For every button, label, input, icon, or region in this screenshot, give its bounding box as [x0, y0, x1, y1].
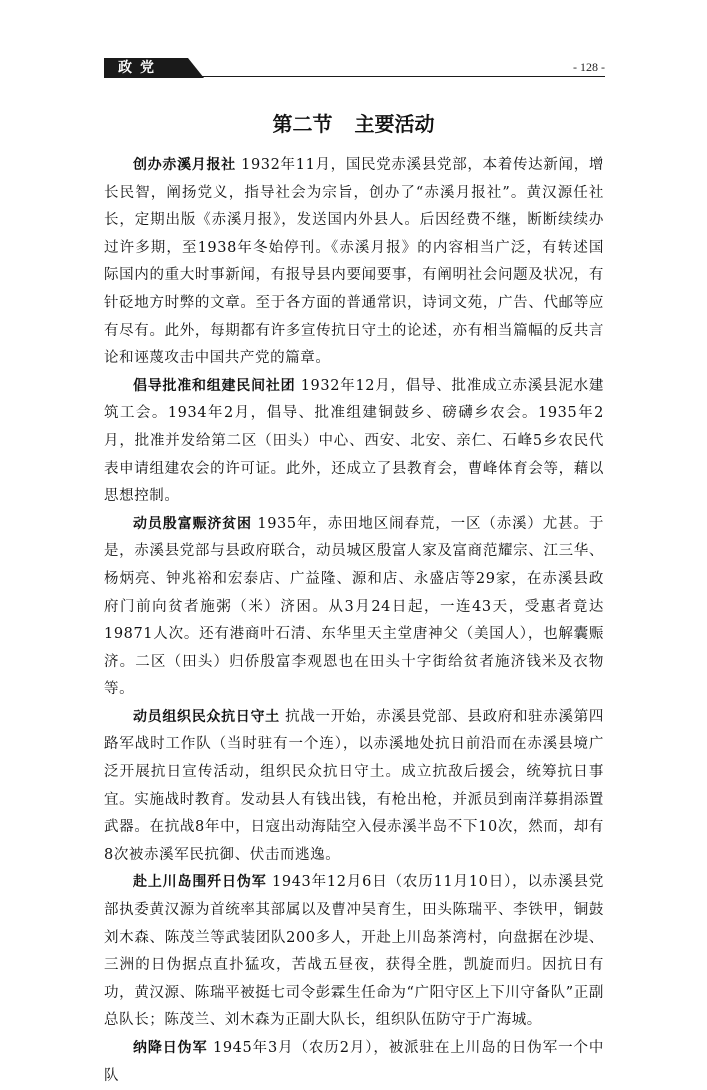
paragraph	[104, 704, 604, 870]
section-title	[0, 110, 707, 138]
paragraph	[104, 373, 604, 511]
paragraph-text: 1943年12月6日（农历11月10日），以赤溪县党部执委黄汉源为首统率其部属以及曹冲吴育生，田头陈瑞平、李铁甲，铜鼓刘木森、陈茂兰等武装团队200多人，开赴上川岛茶湾村，向盘据在沙堤、三洲的日伪据点直扑猛攻，苦战五昼夜，获得全胜，凯旋而归。因抗日有功，黄汉源、陈瑞平被挺七司令彭霖生任命为“广阳守区上下川守备队”正副总队长；陈茂兰、刘木森为正副大队长，组织队伍防守于广海城。	[104, 874, 604, 1029]
running-header	[104, 58, 605, 80]
paragraph-text: 1945年3月（农历2月），被派驻在上川岛的日伪军一个中队	[104, 1040, 604, 1084]
paragraph	[104, 869, 604, 1035]
header-section-label: 政党	[118, 60, 162, 76]
body-text	[104, 152, 604, 1090]
paragraph-text: 抗战一开始，赤溪县党部、县政府和驻赤溪第四路军战时工作队（当时驻有一个连），以赤溪地处抗日前沿而在赤溪县境广泛开展抗日宣传活动，组织民众抗日守土。成立抗敌后援会，统筹抗日事宜。实施战时教育。发动县人有钱出钱，有枪出枪，并派员到南洋募捐添置武器。在抗战8年中，日寇出动海陆空入侵赤溪半岛不下10次，然而，却有8次被赤溪军民抗御、伏击而逃逸。	[104, 708, 604, 863]
paragraph-title: 动员殷富赈济贫困	[133, 515, 252, 532]
paragraph-text: 1932年11月，国民党赤溪县党部，本着传达新闻，增长民智，阐扬党义，指导社会为宗旨，创办了“赤溪月报社”。黄汉源任社长，定期出版《赤溪月报》，发送国内外县人。后因经费不继，断断续续办过许多期，至1938年冬始停刊。《赤溪月报》的内容相当广泛，有转述国际国内的重大时事新闻，有报导县内要闻要事，有阐明社会问题及状况，有针砭地方时弊的文章。至于各方面的普通常识，诗词文苑，广告、代邮等应有尽有。此外，每期都有许多宣传抗日守土的论述，亦有相当篇幅的反共言论和诬蔑攻击中国共产党的篇章。	[104, 157, 605, 367]
paragraph-title: 倡导批准和组建民间社团	[133, 377, 296, 394]
section-heading: 主要活动	[354, 112, 435, 136]
page-number: - 128 -	[573, 60, 605, 74]
paragraph-text: 1932年12月，倡导、批准成立赤溪县泥水建筑工会。1934年2月，倡导、批准组建铜鼓乡、磅礴乡农会。1935年2月，批准并发给第二区（田头）中心、西安、北安、亲仁、石峰5乡农民代表申请组建农会的许可证。此外，还成立了县教育会，曹峰体育会等，藉以思想控制。	[104, 377, 604, 505]
paragraph	[104, 152, 604, 373]
section-number: 第二节	[272, 112, 333, 136]
paragraph-title: 纳降日伪军	[133, 1040, 208, 1056]
paragraph	[104, 511, 604, 704]
paragraph-title: 动员组织民众抗日守土	[133, 708, 280, 725]
paragraph-title: 创办赤溪月报社	[133, 157, 236, 173]
paragraph-title: 赴上川岛围歼日伪军	[133, 874, 267, 891]
header-rule	[194, 76, 605, 77]
paragraph-text: 1935年，赤田地区闹春荒，一区（赤溪）尤甚。于是，赤溪县党部与县政府联合，动员城区殷富人家及富商范耀宗、江三华、杨炳亮、钟兆裕和宏泰店、广益隆、源和店、永盛店等29家，在赤溪县政府门前向贫者施粥（米）济困。从3月24日起，一连43天，受惠者竟达19871人次。还有港商叶石清、东华里天主堂唐神父（美国人），也解囊赈济。二区（田头）归侨殷富李观恩也在田头十字街给贫者施济钱米及衣物等。	[104, 515, 604, 698]
paragraph	[104, 1035, 604, 1090]
